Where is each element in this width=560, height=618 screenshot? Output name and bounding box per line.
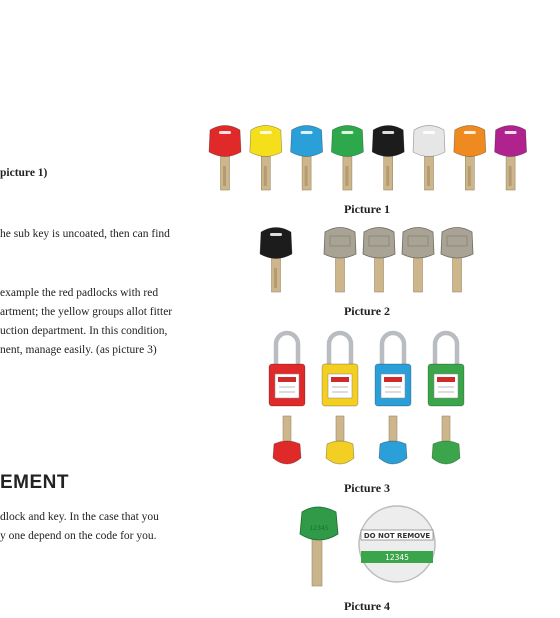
key-code-text: 12345 [309, 525, 329, 532]
text-subkey: he sub key is uncoated, then can find [0, 228, 170, 240]
paragraph-line: uction department. In this condition, [0, 325, 168, 337]
paragraph-line: artment; the yellow groups allot fitter [0, 306, 173, 318]
caption-picture-3: Picture 3 [343, 481, 391, 495]
tag-code-text: 12345 [385, 553, 409, 562]
green-coded-key [300, 507, 338, 586]
text-picture1-ref: picture 1) [0, 167, 48, 179]
caption-picture-1: Picture 1 [343, 202, 391, 216]
paragraph-line: y one depend on the code for you. [0, 530, 157, 542]
paragraph-line: dlock and key. In the case that you [0, 511, 159, 523]
tag-label-text: DO NOT REMOVE [363, 532, 431, 540]
caption-picture-4: Picture 4 [343, 599, 391, 613]
caption-picture-2: Picture 2 [343, 304, 391, 318]
do-not-remove-tag [359, 506, 435, 582]
section-heading: EMENT [0, 472, 69, 493]
paragraph-line: nent, manage easily. (as picture 3) [0, 344, 157, 356]
paragraph-line: example the red padlocks with red [0, 287, 159, 299]
